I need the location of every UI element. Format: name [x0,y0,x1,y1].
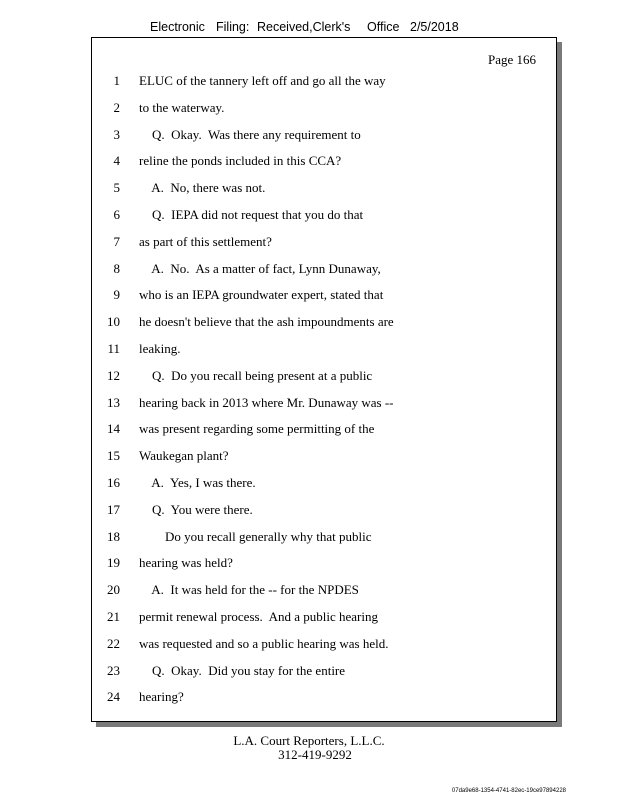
line-number: 21 [107,609,120,624]
transcript-line: who is an IEPA groundwater expert, stated that [139,287,384,303]
line-number: 23 [107,662,120,678]
line-number: 4 [113,153,120,169]
transcript-line: hearing was held? [139,555,233,571]
line-number: 9 [113,287,120,303]
line-number: 19 [107,555,120,571]
transcript-line: Q. IEPA did not request that you do that [139,207,364,222]
line-number: 1 [113,73,120,88]
line-number: 24 [107,689,120,705]
line-number: 16 [107,475,120,490]
transcript-line: ELUC of the tannery left off and go all the way [139,73,386,88]
reporter-company: L.A. Court Reporters, L.L.C. [233,733,385,748]
line-number: 10 [107,314,120,330]
line-number: 11 [107,341,120,356]
transcript-line: hearing back in 2013 where Mr. Dunaway was -- [139,394,394,410]
reporter-phone: 312-419-9292 [278,747,352,762]
transcript-line: hearing? [139,689,184,705]
line-number: 12 [107,367,120,383]
line-number: 5 [113,180,120,196]
line-number: 17 [107,501,120,517]
page-number: Page 166 [487,52,536,67]
transcript-page [91,37,557,722]
line-number: 22 [107,635,120,651]
line-number: 15 [107,448,120,464]
line-number: 3 [113,126,120,142]
header-office: Office [367,20,400,34]
transcript-line: was present regarding some permitting of the [139,421,375,437]
transcript-line: permit renewal process. And a public hearing [139,609,378,624]
document-id: 07da9e68-1354-4741-82ec-19ce97894228 [451,788,566,794]
filing-stamp-header [150,20,470,36]
transcript-line: leaking. [139,341,181,356]
line-number: 2 [113,99,120,115]
line-number: 6 [113,207,120,222]
transcript-line: Q. Okay. Did you stay for the entire [139,662,346,678]
transcript-line: as part of this settlement? [139,233,272,249]
header-received-clerks: Received,Clerk's [257,20,351,34]
transcript-line: A. No. As a matter of fact, Lynn Dunaway, [139,260,381,276]
line-number: 7 [113,233,120,249]
transcript-line: was requested and so a public hearing was held. [139,635,389,651]
transcript-line: Q. Okay. Was there any requirement to [139,126,361,142]
line-number: 13 [107,394,120,410]
transcript-line: Q. Do you recall being present at a public [139,367,373,383]
header-filing: Filing: [216,20,250,34]
transcript-line: reline the ponds included in this CCA? [139,153,342,169]
header-date: 2/5/2018 [410,20,459,34]
transcript-line: Waukegan plant? [139,448,229,464]
transcript-line: to the waterway. [139,99,225,115]
transcript-line: A. No, there was not. [139,180,266,196]
line-number: 8 [113,260,120,276]
transcript-line: Q. You were there. [139,501,253,517]
line-number: 18 [107,528,120,544]
line-number: 14 [107,421,120,437]
transcript-line: Do you recall generally why that public [139,528,372,544]
header-electronic: Electronic [150,20,205,34]
transcript-line: he doesn't believe that the ash impoundments are [139,314,394,330]
line-number: 20 [107,582,120,598]
transcript-line: A. Yes, I was there. [139,475,256,490]
transcript-line: A. It was held for the -- for the NPDES [139,582,359,598]
